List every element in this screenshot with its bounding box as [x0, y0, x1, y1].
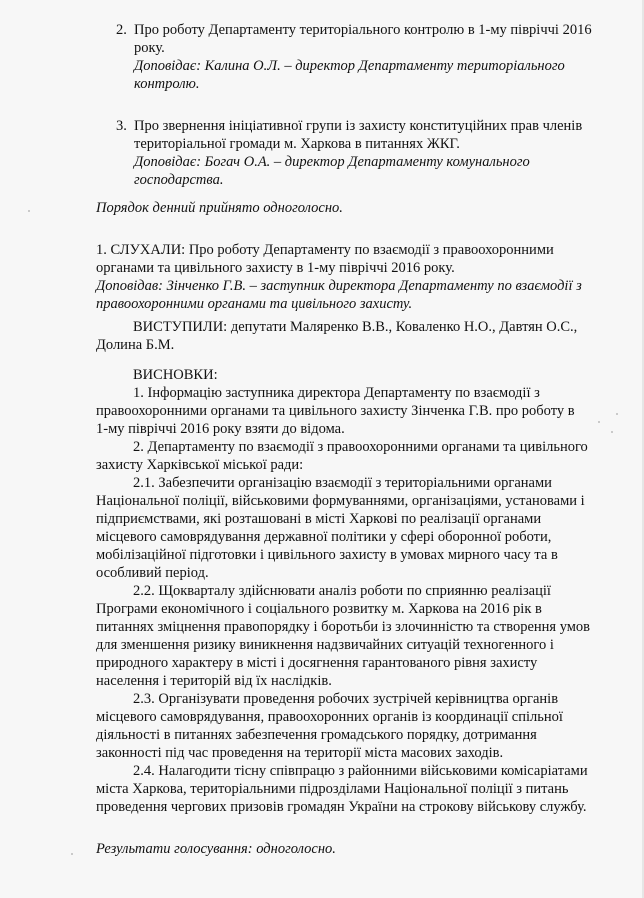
scan-speck: [598, 421, 600, 423]
scan-speck: [71, 853, 73, 855]
conclusions-heading: ВИСНОВКИ:: [133, 367, 218, 383]
spacer: [96, 354, 604, 366]
conclusion-2-2-line5: природного характеру в місті і досягнення гарантованого рівня захисту: [96, 655, 538, 671]
scan-speck: [616, 413, 618, 415]
conclusion-2-2-line4: для зменшення ризику виникнення надзвичайних ситуацій техногенного і: [96, 637, 554, 653]
heard-line2: органами та цивільного захисту в 1-му півріччі 2016 року.: [96, 260, 455, 276]
conclusion-2-2-line1: 2.2. Щокварталу здійснювати аналіз роботи по сприянню реалізації: [133, 583, 551, 599]
conclusion-2-1-line2: Національної поліції, військовими формуваннями, організаціями, установами і: [96, 493, 585, 509]
conclusion-2-4-line3: проведення чергових призовів громадян України на строкову військову службу.: [96, 799, 587, 815]
conclusion-1-line2: правоохоронними органами та цивільного захисту Зінченка Г.В. про роботу в: [96, 403, 575, 419]
conclusion-1-line1: 1. Інформацію заступника директора Департаменту по взаємодії з: [133, 385, 540, 401]
conclusion-2-2-line2: Програми економічного і соціального розвитку м. Харкова на 2016 рік в: [96, 601, 542, 617]
agenda-item-3-number: 3.: [116, 118, 127, 134]
agenda-item-2-reporter-line2: контролю.: [134, 76, 200, 92]
agenda-item-2: [96, 21, 604, 93]
agenda-item-2-title-line1: Про роботу Департаменту територіального контролю в 1-му півріччі 2016: [134, 22, 592, 38]
agenda-item-2-title-line2: року.: [134, 40, 165, 56]
conclusion-2-1-line3: підприємствами, які розташовані в місті Харкові по реалізації органами: [96, 511, 542, 527]
heard-reporter-line2: правоохоронними органами та цивільного захисту.: [96, 296, 413, 312]
conclusion-2-1-line5: мобілізаційної підготовки і цивільного захисту в умовах мирного часу та в: [96, 547, 558, 563]
conclusion-2-line1: 2. Департаменту по взаємодії з правоохоронними органами та цивільного: [133, 439, 588, 455]
spacer: [96, 189, 604, 199]
spoke-line1: ВИСТУПИЛИ: депутати Маляренко В.В., Коваленко Н.О., Давтян О.С.,: [133, 319, 578, 335]
conclusion-2-4-line1: 2.4. Налагодити тісну співпрацю з районними військовими комісаріатами: [133, 763, 588, 779]
spacer: [96, 93, 604, 117]
agenda-item-3: [96, 117, 604, 189]
conclusion-2-3-line4: законності під час проведення на території міста масових заходів.: [96, 745, 504, 761]
spacer: [96, 816, 604, 840]
agenda-item-3-reporter-line2: господарства.: [134, 172, 224, 188]
agenda-item-2-number: 2.: [116, 22, 127, 38]
agenda-item-2-reporter-line1: Доповідає: Калина О.Л. – директор Департаменту територіального: [134, 58, 565, 74]
conclusion-2-3-line3: діяльності в питаннях забезпечення громадського порядку, дотримання: [96, 727, 537, 743]
conclusion-2-1-line1: 2.1. Забезпечити організацію взаємодії з територіальними органами: [133, 475, 552, 491]
conclusion-2-1-line6: особливий період.: [96, 565, 209, 581]
agenda-item-3-reporter-line1: Доповідає: Богач О.А. – директор Департаменту комунального: [134, 154, 530, 170]
conclusion-2-2-line6: населення і територій від їх наслідків.: [96, 673, 332, 689]
scan-speck: [28, 210, 30, 212]
conclusion-2-4-line2: міста Харкова, територіальними підрозділами Національної поліції з питань: [96, 781, 569, 797]
conclusion-2-3-line2: місцевого самоврядування, правоохоронних органів із координації спільної: [96, 709, 563, 725]
spoke-line2: Долина Б.М.: [96, 337, 175, 353]
agenda-adopted-note: Порядок денний прийнято одноголосно.: [96, 200, 343, 216]
agenda-item-3-title-line1: Про звернення ініціативної групи із захисту конституційних прав членів: [134, 118, 583, 134]
conclusion-2-line2: захисту Харківської міської ради:: [96, 457, 304, 473]
heard-line1: 1. СЛУХАЛИ: Про роботу Департаменту по взаємодії з правоохоронними: [96, 242, 554, 258]
conclusion-2-1-line4: місцевого самоврядування державної політики у сфері оборонної роботи,: [96, 529, 552, 545]
vote-result: Результати голосування: одноголосно.: [96, 841, 336, 857]
conclusion-2-3-line1: 2.3. Організувати проведення робочих зустрічей керівництва органів: [133, 691, 559, 707]
scan-speck: [611, 431, 613, 433]
heard-reporter-line1: Доповідав: Зінченко Г.В. – заступник директора Департаменту по взаємодії з: [96, 278, 582, 294]
conclusion-2-2-line3: питаннях зміцнення правопорядку і боротьби із злочинністю та створення умов: [96, 619, 591, 635]
agenda-item-3-title-line2: територіальної громади м. Харкова в питаннях ЖКГ.: [134, 136, 460, 152]
spacer: [96, 217, 604, 241]
conclusion-1-line3: 1-му півріччі 2016 року взяти до відома.: [96, 421, 345, 437]
